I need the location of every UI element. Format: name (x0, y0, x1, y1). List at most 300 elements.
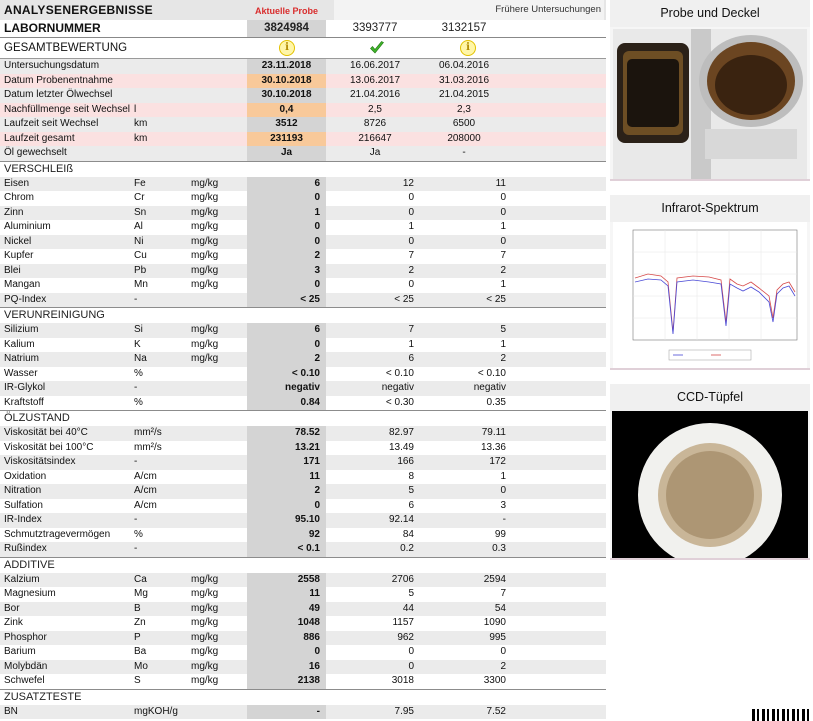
row-symbol (134, 59, 190, 74)
row-symbol (134, 74, 190, 89)
row-unit (191, 74, 246, 89)
previous-value-1: 16.06.2017 (349, 60, 401, 71)
row-symbol: Mg (134, 588, 148, 599)
row-unit (191, 528, 246, 543)
table-row (0, 645, 606, 660)
section-header: VERSCHLEIß (0, 161, 606, 177)
previous-value-2: < 25 (486, 293, 506, 305)
previous-value-1: 0 (408, 279, 414, 290)
row-unit (191, 499, 246, 514)
row-symbol: Mo (134, 660, 148, 672)
row-label: Aluminium (4, 221, 51, 232)
current-value: 30.10.2018 (247, 74, 326, 89)
previous-value-2: 3300 (483, 675, 506, 686)
row-label: Untersuchungsdatum (4, 60, 100, 71)
previous-value-2: 7 (500, 588, 506, 599)
checkmark-icon (369, 40, 385, 56)
previous-value-2: 7.52 (486, 705, 506, 717)
table-row (0, 484, 606, 499)
previous-value-1: negativ (381, 382, 414, 393)
previous-value-1: 8726 (363, 118, 387, 129)
row-label: Zink (4, 617, 23, 628)
current-value: 231193 (247, 132, 326, 147)
current-value: 95.10 (247, 513, 326, 528)
lab-number-row (0, 20, 606, 38)
previous-value-2: 31.03.2016 (438, 74, 490, 86)
previous-value-2: 99 (494, 528, 506, 540)
row-symbol: A/cm (134, 485, 157, 496)
table-row (0, 470, 606, 485)
table-row (0, 573, 606, 588)
row-unit (191, 455, 246, 470)
current-value: 0 (247, 499, 326, 514)
previous-value-2: 0 (500, 646, 506, 657)
previous-value-2: 1 (500, 221, 506, 232)
row-symbol: km (134, 118, 148, 129)
table-row (0, 441, 606, 456)
row-unit: mg/kg (191, 573, 219, 585)
previous-value-2: 208000 (447, 132, 481, 144)
row-label: Zinn (4, 206, 24, 218)
row-label: Laufzeit seit Wechsel (4, 118, 99, 129)
current-value: 30.10.2018 (247, 88, 326, 103)
row-symbol: Ni (134, 235, 144, 247)
current-value: 11 (247, 587, 326, 602)
current-value: 2 (247, 249, 326, 264)
previous-value-1: 13.49 (388, 441, 414, 453)
table-row (0, 381, 606, 396)
row-unit: mg/kg (191, 324, 219, 335)
row-label: Nickel (4, 235, 32, 247)
row-symbol: l (134, 103, 137, 115)
table-row (0, 103, 606, 118)
current-value: 1048 (247, 616, 326, 631)
current-value: < 0.10 (247, 367, 326, 382)
previous-value-2: 0 (500, 192, 506, 203)
probe-panel (610, 0, 810, 181)
previous-value-1: 962 (397, 631, 414, 643)
row-symbol: mm²/s (134, 427, 162, 438)
table-row (0, 88, 606, 103)
row-symbol: - (134, 514, 138, 525)
row-label: IR-Index (4, 514, 42, 525)
page-title: ANALYSENERGEBNISSE (4, 3, 153, 17)
table-row (0, 587, 606, 602)
row-symbol: Ca (134, 573, 147, 585)
table-row (0, 513, 606, 528)
row-unit (191, 441, 246, 456)
lab-number-prev-1: 3393777 (352, 22, 398, 34)
row-unit (191, 146, 246, 161)
row-label: Chrom (4, 192, 35, 203)
current-value: 92 (247, 528, 326, 543)
current-value: 0 (247, 191, 326, 206)
previous-value-2: 06.04.2016 (438, 60, 490, 71)
row-label: Bor (4, 602, 20, 614)
table-row (0, 117, 606, 132)
row-symbol (134, 88, 190, 103)
row-unit: mg/kg (191, 353, 219, 364)
row-label: Phosphor (4, 631, 47, 643)
table-row (0, 396, 606, 411)
row-unit: mg/kg (191, 631, 219, 643)
current-value: 0 (247, 338, 326, 353)
row-symbol: Sn (134, 206, 147, 218)
previous-value-1: 216647 (358, 132, 392, 144)
ccd-spot-graphic (612, 411, 808, 558)
row-label: PQ-Index (4, 293, 47, 305)
current-value: 2558 (247, 573, 326, 588)
table-row (0, 660, 606, 675)
current-value: 49 (247, 602, 326, 617)
previous-value-2: 2,3 (457, 103, 471, 115)
previous-value-2: 0 (500, 235, 506, 247)
qr-code-icon (752, 709, 810, 721)
table-row (0, 705, 606, 720)
row-label: Kalium (4, 338, 35, 350)
previous-value-1: 7 (408, 250, 414, 261)
row-symbol: Al (134, 221, 143, 232)
previous-value-1: Ja (369, 147, 381, 158)
info-icon: i (279, 40, 295, 56)
current-value: 886 (247, 631, 326, 646)
previous-value-2: 0.3 (492, 543, 506, 554)
previous-value-1: 5 (408, 588, 414, 599)
row-label: Oxidation (4, 470, 47, 482)
previous-value-1: 12 (402, 177, 414, 189)
previous-value-1: < 25 (394, 293, 414, 305)
table-row (0, 278, 606, 293)
previous-value-2: 5 (500, 324, 506, 335)
row-symbol: B (134, 602, 141, 614)
row-symbol: Cr (134, 192, 145, 203)
row-label: Datum letzter Ölwechsel (4, 89, 113, 100)
row-unit (191, 132, 246, 147)
ir-panel (610, 195, 810, 370)
row-unit (191, 513, 246, 528)
sample-info-rows (0, 59, 606, 161)
probe-panel-title: Probe und Deckel (610, 0, 810, 27)
row-symbol: Pb (134, 264, 147, 276)
measurement-sections (0, 161, 606, 720)
row-unit: mg/kg (191, 221, 219, 232)
row-symbol: Si (134, 324, 143, 335)
section-header: ÖLZUSTAND (0, 410, 606, 426)
row-symbol: - (134, 293, 138, 305)
lab-number-prev-2: 3132157 (441, 22, 487, 34)
table-row (0, 499, 606, 514)
table-row (0, 367, 606, 382)
previous-value-1: 7 (408, 324, 414, 335)
sample-photo (613, 29, 807, 179)
table-row (0, 132, 606, 147)
current-value: - (247, 705, 326, 720)
previous-value-1: 2,5 (368, 103, 382, 115)
previous-value-1: 92.14 (388, 514, 414, 525)
row-unit (191, 103, 246, 118)
previous-value-1: 82.97 (388, 427, 414, 438)
current-sample-label: Aktuelle Probe (254, 6, 319, 16)
previous-value-2: 6500 (452, 118, 476, 129)
table-row (0, 323, 606, 338)
previous-value-1: 166 (397, 456, 414, 467)
table-row (0, 220, 606, 235)
row-symbol: Na (134, 353, 147, 364)
previous-value-2: 1 (500, 470, 506, 482)
previous-value-2: 2 (500, 264, 506, 276)
current-value: negativ (247, 381, 326, 396)
row-label: Öl gewechselt (4, 147, 67, 158)
row-unit (191, 484, 246, 499)
current-value: Ja (247, 146, 326, 161)
row-label: Molybdän (4, 660, 48, 672)
previous-value-2: 54 (494, 602, 506, 614)
sample-jar-illustration (613, 29, 807, 179)
previous-value-2: 995 (489, 631, 506, 643)
previous-value-2: 2 (500, 660, 506, 672)
previous-value-2: negativ (473, 382, 506, 393)
lab-number-label: LABORNUMMER (4, 21, 101, 35)
row-unit (191, 117, 246, 132)
row-label: Viskositätsindex (4, 456, 76, 467)
table-row (0, 191, 606, 206)
row-symbol: - (134, 382, 138, 393)
image-panels (610, 0, 810, 574)
previous-value-2: 1 (500, 338, 506, 350)
previous-value-1: 2706 (391, 573, 414, 585)
table-row (0, 631, 606, 646)
table-row (0, 542, 606, 557)
table-row (0, 177, 606, 192)
previous-value-2: 7 (500, 250, 506, 261)
current-value: 13.21 (247, 441, 326, 456)
row-unit (191, 293, 246, 308)
row-unit: mg/kg (191, 250, 219, 261)
row-label: Magnesium (4, 588, 56, 599)
previous-value-1: 8 (408, 470, 414, 482)
section-header: ADDITIVE (0, 557, 606, 573)
row-symbol: K (134, 338, 141, 350)
row-label: BN (4, 705, 18, 717)
row-unit: mg/kg (191, 177, 219, 189)
row-unit (191, 59, 246, 74)
previous-value-2: 1 (500, 279, 506, 290)
current-value: 171 (247, 455, 326, 470)
row-unit: mg/kg (191, 660, 219, 672)
previous-value-2: 2 (500, 353, 506, 364)
current-value: 11 (247, 470, 326, 485)
previous-value-2: 21.04.2015 (438, 89, 490, 100)
current-value: 0 (247, 278, 326, 293)
row-symbol: Mn (134, 279, 148, 290)
overall-rating-label: GESAMTBEWERTUNG (4, 42, 128, 54)
current-value: 3512 (247, 117, 326, 132)
row-unit (191, 396, 246, 411)
previous-value-2: 13.36 (480, 441, 506, 453)
current-value: < 25 (247, 293, 326, 308)
table-row (0, 264, 606, 279)
row-label: Laufzeit gesamt (4, 132, 75, 144)
current-value: 0.84 (247, 396, 326, 411)
row-label: Nachfüllmenge seit Wechsel (4, 103, 130, 115)
row-unit: mg/kg (191, 646, 219, 657)
table-row (0, 352, 606, 367)
table-row (0, 59, 606, 74)
ir-spectrum-graphic (613, 222, 807, 368)
previous-value-1: 0 (408, 235, 414, 247)
current-value: 6 (247, 323, 326, 338)
previous-value-2: 0.35 (486, 396, 506, 408)
row-label: Mangan (4, 279, 41, 290)
row-label: Datum Probenentnahme (4, 74, 113, 86)
row-symbol: Fe (134, 177, 146, 189)
previous-value-2: 0 (500, 485, 506, 496)
previous-value-1: 0 (408, 646, 414, 657)
previous-value-2: < 0.10 (477, 367, 506, 379)
row-unit: mg/kg (191, 617, 219, 628)
current-value: 78.52 (247, 426, 326, 441)
row-unit (191, 381, 246, 396)
row-symbol: Cu (134, 250, 147, 261)
previous-value-1: 6 (408, 353, 414, 364)
previous-value-2: 172 (489, 456, 506, 467)
overall-rating-row (0, 38, 606, 59)
current-value: 0 (247, 220, 326, 235)
previous-value-1: 1157 (392, 617, 414, 628)
previous-value-1: 5 (408, 485, 414, 496)
ccd-spot-image (612, 411, 808, 558)
table-row (0, 674, 606, 689)
previous-value-1: 13.06.2017 (349, 74, 401, 86)
row-unit (191, 542, 246, 557)
previous-value-1: 2 (408, 264, 414, 276)
ir-panel-title: Infrarot-Spektrum (610, 195, 810, 222)
row-label: Kalzium (4, 573, 40, 585)
row-unit: mg/kg (191, 338, 219, 350)
row-label: Kraftstoff (4, 396, 44, 408)
previous-value-1: 1 (408, 221, 414, 232)
previous-value-1: 6 (408, 499, 414, 511)
previous-value-1: 7.95 (394, 705, 414, 717)
previous-value-2: - (462, 147, 466, 158)
current-value: 2 (247, 352, 326, 367)
row-unit: mg/kg (191, 279, 219, 290)
current-value: 16 (247, 660, 326, 675)
row-unit (191, 470, 246, 485)
row-symbol: mm²/s (134, 441, 162, 453)
table-row (0, 249, 606, 264)
row-label: Blei (4, 264, 21, 276)
row-symbol: % (134, 367, 143, 379)
previous-value-1: 44 (402, 602, 414, 614)
results-header (0, 0, 606, 20)
row-label: Rußindex (4, 543, 47, 554)
table-row (0, 602, 606, 617)
row-symbol: % (134, 396, 143, 408)
previous-value-2: 0 (500, 206, 506, 218)
row-unit (191, 367, 246, 382)
row-label: Wasser (4, 367, 38, 379)
row-symbol: km (134, 132, 148, 144)
ccd-panel-title: CCD-Tüpfel (610, 384, 810, 411)
previous-value-1: 84 (402, 528, 414, 540)
table-row (0, 338, 606, 353)
row-unit: mg/kg (191, 235, 219, 247)
row-symbol: Zn (134, 617, 146, 628)
row-symbol: A/cm (134, 499, 157, 511)
previous-value-2: 1090 (483, 617, 506, 628)
table-row (0, 426, 606, 441)
ir-spectrum-chart (613, 222, 807, 368)
table-row (0, 528, 606, 543)
row-symbol: P (134, 631, 141, 643)
previous-value-2: 3 (500, 499, 506, 511)
row-unit (191, 426, 246, 441)
current-value: 23.11.2018 (247, 59, 326, 74)
current-value: 0 (247, 235, 326, 250)
previous-value-1: 0 (408, 206, 414, 218)
row-unit: mg/kg (191, 192, 219, 203)
row-label: Schmutztragevermögen (4, 528, 111, 540)
table-row (0, 146, 606, 161)
row-unit: mg/kg (191, 602, 219, 614)
current-value: 6 (247, 177, 326, 192)
previous-value-1: 3018 (391, 675, 414, 686)
previous-value-1: 0.2 (400, 543, 414, 554)
row-symbol (134, 146, 190, 161)
row-label: Nitration (4, 485, 42, 496)
table-row (0, 206, 606, 221)
row-label: Silizium (4, 324, 39, 335)
row-unit: mg/kg (191, 588, 219, 599)
row-symbol: % (134, 528, 143, 540)
row-label: Barium (4, 646, 36, 657)
previous-value-1: 0 (408, 660, 414, 672)
current-value: 0,4 (247, 103, 326, 118)
row-label: Viskosität bei 100°C (4, 441, 94, 453)
current-value: 2 (247, 484, 326, 499)
row-symbol: - (134, 456, 138, 467)
previous-value-2: 79.11 (481, 427, 506, 438)
section-header: ZUSATZTESTE (0, 689, 606, 705)
row-label: Natrium (4, 353, 40, 364)
row-label: Kupfer (4, 250, 34, 261)
current-value: 3 (247, 264, 326, 279)
row-symbol: Ba (134, 646, 147, 657)
row-unit: mg/kg (191, 264, 219, 276)
ccd-panel (610, 384, 810, 560)
row-symbol: mgKOH/g (134, 705, 178, 717)
previous-value-1: < 0.10 (385, 367, 414, 379)
row-symbol: - (134, 543, 138, 554)
table-row (0, 74, 606, 89)
previous-value-2: 2594 (483, 573, 506, 585)
row-unit (191, 88, 246, 103)
row-label: Viskosität bei 40°C (4, 427, 88, 438)
row-unit: mg/kg (191, 675, 219, 686)
table-row (0, 293, 606, 308)
previous-value-1: 1 (408, 338, 414, 350)
row-label: IR-Glykol (4, 382, 46, 393)
current-value: 2138 (247, 674, 326, 689)
previous-value-2: 11 (495, 177, 506, 189)
table-row (0, 616, 606, 631)
current-value: 0 (247, 645, 326, 660)
row-symbol: A/cm (134, 470, 157, 482)
table-row (0, 235, 606, 250)
row-unit (191, 705, 246, 720)
previous-value-1: < 0.30 (385, 396, 414, 408)
